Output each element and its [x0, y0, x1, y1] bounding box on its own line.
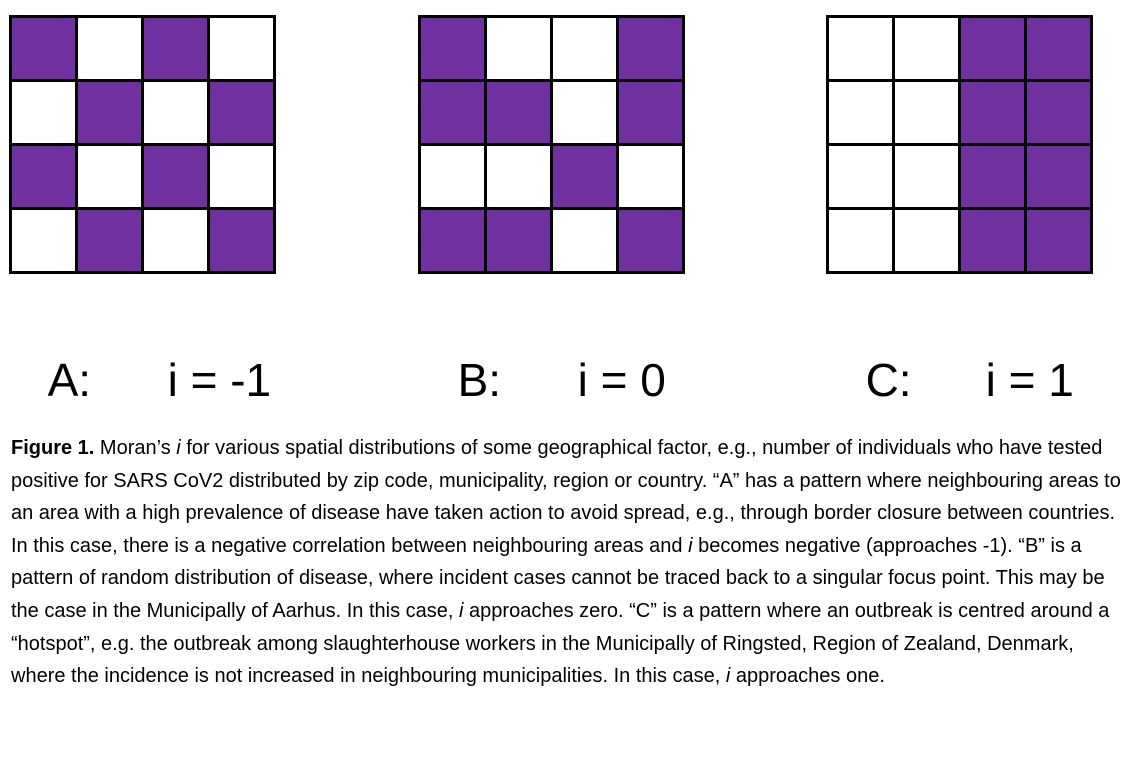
caption-text-3: becomes negative (approaches -1). “B” is a pattern of random distribution of disease, where incident cases cannot be traced back to a singular focus point. This may be the case in the Municipally of Aarhus. In this case, [11, 534, 1105, 622]
empty-cell [829, 82, 892, 143]
empty-cell [829, 210, 892, 271]
empty-cell [210, 18, 273, 79]
caption-italic-i-1: i [176, 437, 181, 459]
caption-c-letter: C: [865, 354, 912, 406]
caption-c-value: i = 1 [985, 354, 1074, 406]
filled-cell [144, 146, 207, 207]
empty-cell [829, 146, 892, 207]
caption-italic-i-4: i [725, 665, 731, 688]
empty-cell [487, 18, 550, 79]
panel-a [9, 15, 276, 274]
filled-cell [961, 82, 1024, 143]
empty-cell [619, 146, 682, 207]
empty-cell [895, 210, 958, 271]
caption-a [22, 290, 271, 410]
panel-b [418, 15, 685, 274]
empty-cell [895, 82, 958, 143]
grid-a [9, 15, 276, 274]
filled-cell [12, 146, 75, 207]
filled-cell [78, 210, 141, 271]
filled-cell [487, 82, 550, 143]
empty-cell [895, 18, 958, 79]
caption-a-value: i = -1 [167, 354, 272, 406]
filled-cell [421, 82, 484, 143]
caption-italic-i-3: i [459, 599, 464, 622]
empty-cell [144, 82, 207, 143]
filled-cell [553, 146, 616, 207]
filled-cell [210, 82, 273, 143]
empty-cell [553, 18, 616, 79]
empty-cell [421, 146, 484, 207]
filled-cell [1027, 18, 1090, 79]
caption-a-letter: A: [47, 354, 92, 406]
caption-b-value: i = 0 [577, 354, 666, 406]
filled-cell [12, 18, 75, 79]
filled-cell [619, 82, 682, 143]
empty-cell [553, 210, 616, 271]
filled-cell [421, 18, 484, 79]
filled-cell [961, 210, 1024, 271]
filled-cell [1027, 146, 1090, 207]
empty-cell [553, 82, 616, 143]
caption-text-5: approaches one. [730, 665, 885, 688]
caption-b [432, 290, 666, 410]
filled-cell [421, 210, 484, 271]
empty-cell [829, 18, 892, 79]
filled-cell [961, 18, 1024, 79]
caption-b-letter: B: [457, 354, 502, 406]
empty-cell [12, 210, 75, 271]
filled-cell [619, 18, 682, 79]
caption-italic-i-2: i [688, 534, 693, 557]
figure-label: Figure 1. [11, 437, 95, 459]
filled-cell [487, 210, 550, 271]
filled-cell [78, 82, 141, 143]
empty-cell [144, 210, 207, 271]
filled-cell [144, 18, 207, 79]
empty-cell [487, 146, 550, 207]
caption-text-4: approaches zero. “C” is a pattern where an outbreak is centred around a “hotspot”, e.g. the outbreak among slaughterhouse workers in the Municipally of Ringsted, Region of Zealand, Denmark, where the incidence is not increased in neighbouring municipalities. In this case, [11, 599, 1110, 688]
caption-text-1: Moran’s [94, 437, 177, 459]
figure-caption [11, 432, 1126, 693]
empty-cell [210, 146, 273, 207]
caption-text-2: for various spatial distributions of some geographical factor, e.g., number of individuals who have tested positive for SARS CoV2 distributed by zip code, municipality, region or country. “A” has a pattern where neighbouring areas to an area with a high prevalence of disease have taken action to avoid spread, e.g., through border closure between countries. In this case, there is a negative correlation between neighbouring areas and [11, 437, 1121, 557]
empty-cell [895, 146, 958, 207]
grid-c [826, 15, 1093, 274]
filled-cell [619, 210, 682, 271]
filled-cell [961, 146, 1024, 207]
filled-cell [1027, 82, 1090, 143]
empty-cell [12, 82, 75, 143]
empty-cell [78, 18, 141, 79]
grid-b [418, 15, 685, 274]
filled-cell [1027, 210, 1090, 271]
empty-cell [78, 146, 141, 207]
panel-c [826, 15, 1093, 274]
filled-cell [210, 210, 273, 271]
caption-c [840, 290, 1074, 410]
